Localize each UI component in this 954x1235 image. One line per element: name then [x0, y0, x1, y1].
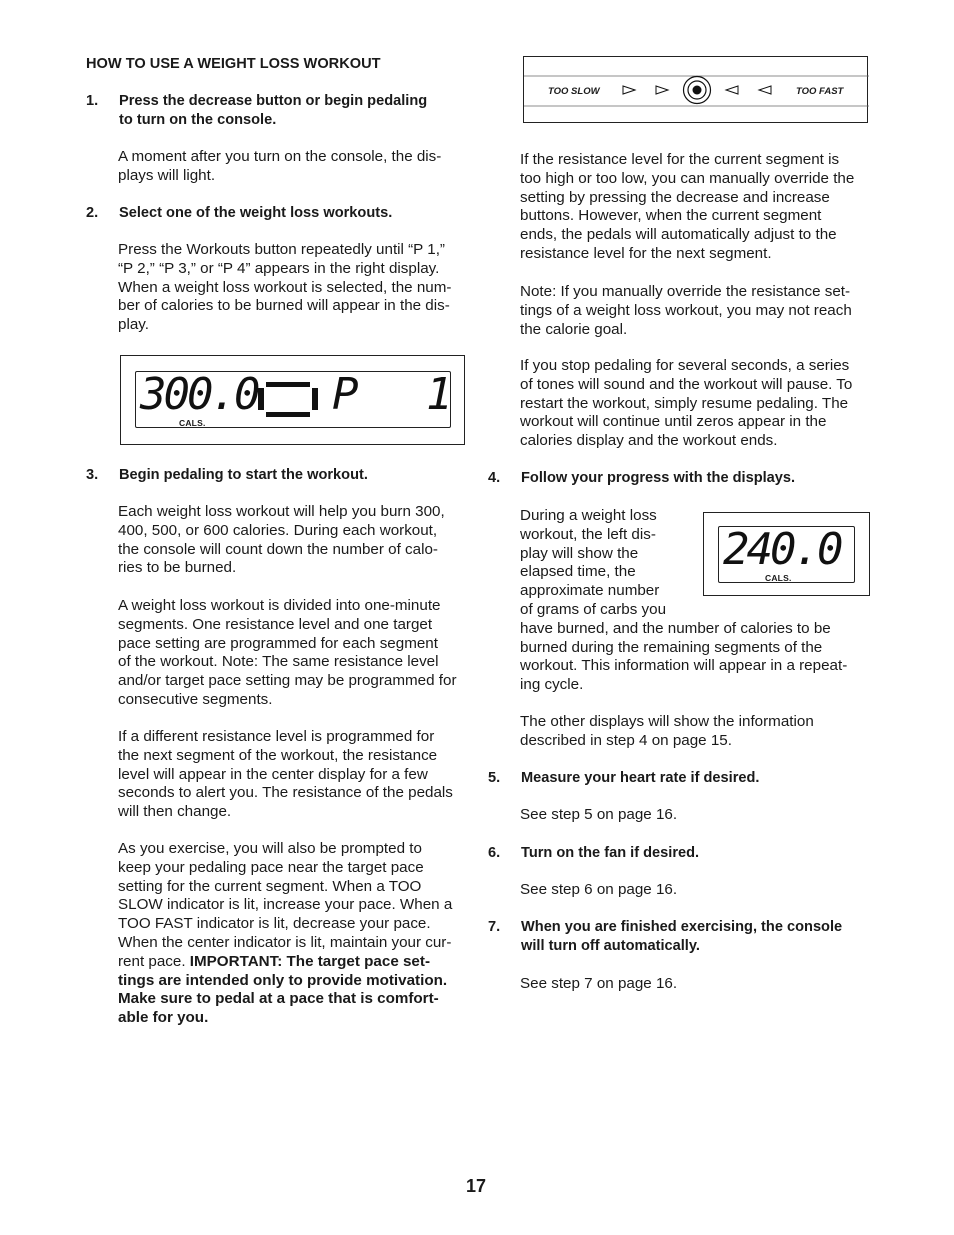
step-1-body: A moment after you turn on the console, the dis- plays will light. [118, 148, 442, 184]
step-2-title: 2. Select one of the weight loss workouts. [86, 205, 393, 221]
too-fast-label: TOO FAST [796, 86, 844, 97]
calories-readout: 300.0 [140, 369, 258, 420]
cals-label-2: CALS. [765, 573, 792, 583]
step-6-title: 6. Turn on the fan if desired. [488, 845, 700, 861]
step-2-body: Press the Workouts button repeatedly until “P 1,” “P 2,” “P 3,” or “P 4” appears in the right display. When a weight loss workout is selected, the num- ber of calories to be burned will appear in the dis- play. [118, 241, 452, 334]
slow-arrow-icon-2 [655, 85, 669, 95]
fast-arrow-icon [725, 85, 739, 95]
too-slow-label: TOO SLOW [548, 86, 600, 97]
step-6-body: See step 6 on page 16. [520, 881, 678, 898]
program-number: 1 [426, 369, 453, 420]
step-4-title: 4. Follow your progress with the displays. [488, 470, 796, 486]
fast-arrow-icon-2 [758, 85, 772, 95]
section-title: HOW TO USE A WEIGHT LOSS WORKOUT [86, 56, 381, 72]
program-letter: P [332, 369, 359, 420]
step-7-title: 7. When you are finished exercising, the console will turn off automatically. [488, 919, 843, 954]
page-number: 17 [466, 1176, 487, 1196]
step-5-title: 5. Measure your heart rate if desired. [488, 770, 760, 786]
console-display-program [120, 355, 465, 445]
right-intro-2: Note: If you manually override the resistance set- tings of a weight loss workout, you may not reach the calorie goal. [520, 283, 852, 338]
step-1-title: 1. Press the decrease button or begin pedaling to turn on the console. [86, 93, 428, 128]
console-display-calories [703, 512, 870, 596]
right-intro-3: If you stop pedaling for several seconds, a series of tones will sound and the workout will pause. To restart the workout, simply resume pedaling. The workout will continue until zeros appear in the calories display and the workout ends. [520, 357, 853, 450]
step-3-body-3: If a different resistance level is programmed for the next segment of the workout, the resistance level will appear in the center display for a few seconds to alert you. The resistance of the pedals will then change. [118, 728, 453, 821]
target-pace-icon [682, 75, 712, 105]
step-5-body: See step 5 on page 16. [520, 806, 678, 823]
slow-arrow-icon [622, 85, 636, 95]
step-3-body-1: Each weight loss workout will help you burn 300, 400, 500, or 600 calories. During each workout, the console will count down the number of calo- ries to be burned. [118, 503, 445, 577]
step-3-title: 3. Begin pedaling to start the workout. [86, 467, 368, 483]
important-note: IMPORTANT: The target pace set- [189, 952, 430, 970]
step-4-body-2: The other displays will show the information described in step 4 on page 15. [520, 713, 814, 749]
step-3-body-4: As you exercise, you will also be prompted to keep your pedaling pace near the target pace setting for the current segment. When a TOO SLOW indicator is lit, increase your pace. When a TOO FAST indicator is lit, decrease your pace. When the center indicator is lit, maintain your cur- rent pace. IMPORTANT: The target pace set- tings are intended only to provide motivation. Make sure to pedal at a pace that is comfort- able for you. [118, 840, 453, 1027]
step-7-body: See step 7 on page 16. [520, 975, 678, 992]
step-3-body-2: A weight loss workout is divided into one-minute segments. One resistance level and one target pace setting are programmed for each segment of the workout. Note: The same resistance level and/or target pace setting may be programmed for consecutive segments. [118, 597, 457, 708]
step-4-body-wrap: During a weight loss workout, the left dis- play will show the elapsed time, the approximate number of grams of carbs you have burned, and the number of calories to be burned during the remaining segments of the workout. This information will appear in a repeat- ing cycle. [520, 507, 848, 694]
cals-label: CALS. [179, 418, 206, 428]
pace-indicator-display [523, 56, 868, 123]
calories-readout-2: 240.0 [723, 524, 841, 575]
right-intro-1: If the resistance level for the current segment is too high or too low, you can manually override the setting by pressing the decrease and increase buttons. However, when the current segment ends, the pedals will automatically adjust to the resistance level for the next segment. [520, 151, 855, 262]
resistance-segment-icon [258, 380, 328, 420]
